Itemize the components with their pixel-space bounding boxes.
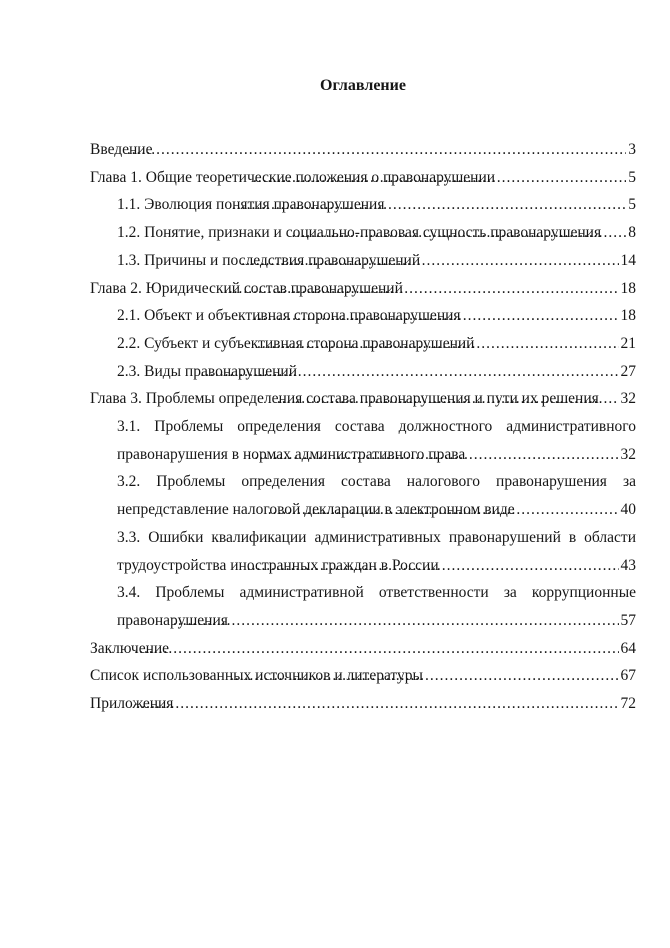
toc-entry-text: правонарушения в нормах административного права	[117, 445, 466, 463]
dot-leader	[241, 247, 618, 275]
dot-leader	[232, 191, 626, 219]
toc-entry-text: 3.1. Проблемы определения состава должностного административного	[117, 418, 636, 436]
toc-entry-text: 2.2. Субъект и субъективная сторона правонарушений	[117, 334, 475, 352]
dot-leader	[277, 385, 619, 413]
toc-page-number: 40	[620, 501, 636, 519]
toc-entry-3-2-line-1[interactable]	[90, 468, 636, 496]
toc-page-number: 72	[620, 695, 636, 713]
toc-entry-text: Приложения	[90, 695, 174, 713]
toc-entry-text: 3.2. Проблемы определения состава налогового правонарушения за	[117, 473, 636, 491]
toc-entry-3-4-line-1[interactable]	[90, 579, 636, 607]
toc-entry-references[interactable]	[90, 662, 636, 690]
toc-page-number: 43	[620, 556, 636, 574]
toc-entry-text: Глава 1. Общие теоретические положения о правонарушении	[90, 168, 496, 186]
toc-entry-1-2[interactable]	[90, 219, 636, 247]
toc-entry-text: Введение	[90, 141, 153, 158]
toc-entry-2-1[interactable]	[90, 302, 636, 330]
toc-entry-text: Глава 2. Юридический состав правонарушений	[90, 279, 403, 297]
dot-leader	[230, 662, 618, 690]
toc-page-number: 67	[620, 667, 636, 685]
dot-leader	[200, 358, 618, 386]
toc-entry-introduction[interactable]	[90, 136, 636, 164]
toc-page-number: 5	[628, 196, 636, 214]
toc-entry-text: 1.1. Эволюция понятия правонарушения	[117, 196, 385, 214]
toc-entry-3-4-line-2[interactable]	[90, 607, 636, 635]
toc-page-number: 27	[620, 362, 636, 380]
toc-section	[90, 72, 636, 718]
dot-leader	[247, 552, 619, 580]
toc-entry-text: 3.4. Проблемы административной ответственности за коррупционные	[117, 584, 636, 602]
toc-page-number: 64	[620, 639, 636, 657]
dot-leader	[291, 219, 626, 247]
dot-leader	[254, 441, 618, 469]
toc-page-number: 57	[620, 611, 636, 629]
toc-entry-2-3[interactable]	[90, 358, 636, 386]
toc-entry-3-2-line-2[interactable]	[90, 496, 636, 524]
toc-entry-text: Заключение	[90, 639, 170, 657]
dot-leader	[173, 607, 619, 635]
toc-entry-text: 3.3. Ошибки квалификации административных правонарушений в области	[117, 528, 636, 546]
toc-entry-1-1[interactable]	[90, 191, 636, 219]
toc-entry-text: 2.3. Виды правонарушений	[117, 362, 297, 380]
toc-entry-text: 1.3. Причины и последствия правонарушений	[117, 251, 421, 269]
page-title: Оглавление	[320, 77, 406, 94]
toc-page-number: 21	[620, 334, 636, 352]
toc-entry-3-1-line-1[interactable]	[90, 413, 636, 441]
toc-page-number: 18	[620, 307, 636, 325]
toc-page-number: 5	[628, 168, 636, 186]
dot-leader	[268, 496, 619, 524]
toc-entry-text: Глава 3. Проблемы определения состава правонарушения и пути их решения	[90, 390, 599, 408]
toc-entry-appendices[interactable]	[90, 690, 636, 718]
toc-entry-text: непредставление налоговой декларации в электронном виде	[117, 501, 515, 519]
toc-entry-3-3-line-2[interactable]	[90, 552, 636, 580]
toc-entry-text: Список использованных источников и литературы	[90, 667, 423, 685]
toc-entry-3-1-line-2[interactable]	[90, 441, 636, 469]
dot-leader	[253, 164, 626, 192]
toc-entry-text: правонарушения	[117, 611, 228, 629]
dot-leader	[224, 275, 619, 303]
toc-entry-chapter-1[interactable]	[90, 164, 636, 192]
toc-entry-text: 2.1. Объект и объективная сторона правонарушения	[117, 307, 461, 325]
toc-entry-chapter-3[interactable]	[90, 385, 636, 413]
dot-leader	[253, 302, 618, 330]
toc-entry-text: 1.2. Понятие, признаки и социально-правовая сущность правонарушения	[117, 224, 602, 242]
toc-entry-chapter-2[interactable]	[90, 275, 636, 303]
toc-page-number: 3	[628, 141, 636, 158]
toc-page-number: 8	[628, 224, 636, 242]
toc-page-number: 32	[620, 390, 636, 408]
toc-page-number: 14	[620, 251, 636, 269]
toc-page-number: 32	[620, 445, 636, 463]
toc-entry-3-3-line-1[interactable]	[90, 524, 636, 552]
toc-entry-1-3[interactable]	[90, 247, 636, 275]
toc-page-number: 18	[620, 279, 636, 297]
table-of-contents	[90, 136, 636, 718]
toc-entry-text: трудоустройства иностранных граждан в России	[117, 556, 439, 574]
dot-leader	[127, 136, 626, 164]
dot-leader	[257, 330, 619, 358]
dot-leader	[136, 690, 618, 718]
dot-leader	[134, 635, 618, 663]
toc-entry-conclusion[interactable]	[90, 635, 636, 663]
toc-entry-2-2[interactable]	[90, 330, 636, 358]
